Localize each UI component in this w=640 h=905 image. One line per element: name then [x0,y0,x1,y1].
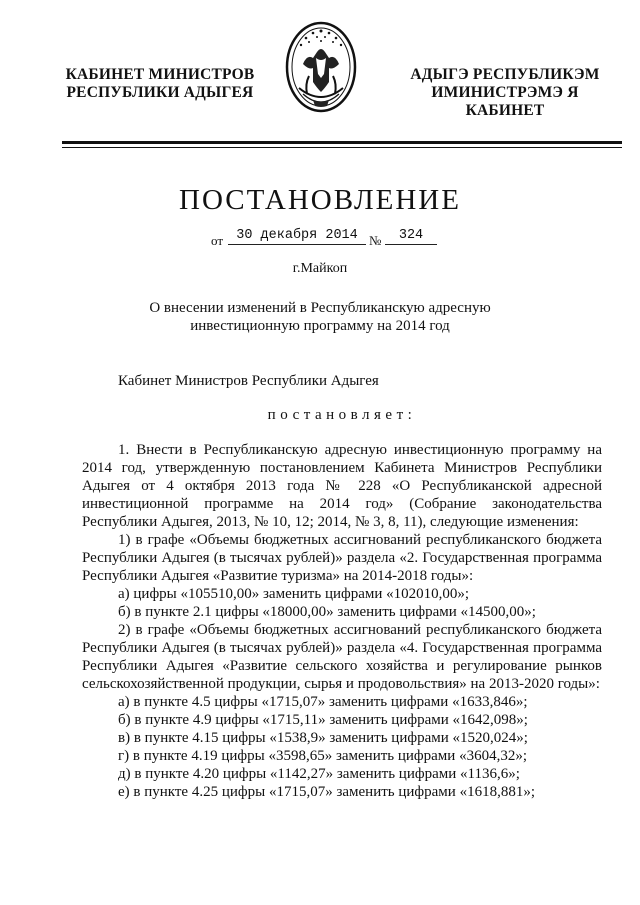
subject-line-2: инвестиционную программу на 2014 год [190,318,450,334]
document-date: 30 декабря 2014 [228,228,366,245]
list-item: а) в пункте 4.5 цифры «1715,07» заменить цифрами «1633,846»; [118,694,528,710]
date-number-line [0,228,640,250]
coat-of-arms-emblem-icon [283,18,359,120]
list-item: б) в пункте 4.9 цифры «1715,11» заменить цифрами «1642,098»; [118,712,528,728]
list-item: е) в пункте 4.25 цифры «1715,07» заменить цифрами «1618,881»; [118,784,535,800]
number-prefix: № [369,233,382,248]
document-body [82,372,602,801]
paragraph: 1. Внести в Республиканскую адресную инвестиционную программу на 2014 год, утвержденную постановлением Кабинета Министров Республики Адыгея от 4 октября 2013 года № 228 «О Республиканской адресной инвестиционной программе на 2014 год» (Собрание законодательства Республики Адыгея, 2013, № 10, 12; 2014, № 3, 8, 11), следующие изменения: [82,442,602,530]
issuer-line-2: РЕСПУБЛИКИ АДЫГЕЯ [66,84,254,101]
document-title: ПОСТАНОВЛЕНИЕ [179,184,461,216]
document-number: 324 [385,228,437,245]
list-item: в) в пункте 4.15 цифры «1538,9» заменить цифрами «1520,024»; [118,730,528,746]
issuer-line-2: ИМИНИСТРЭМЭ Я КАБИНЕТ [431,84,579,119]
issuer-line-1: КАБИНЕТ МИНИСТРОВ [65,66,255,83]
city: г.Майкоп [292,261,348,276]
list-item: г) в пункте 4.19 цифры «3598,65» заменить цифрами «3604,32»; [118,748,527,764]
date-prefix: от [211,233,224,248]
document-subject [0,299,640,335]
paragraph: 2) в графе «Объемы бюджетных ассигнований республиканского бюджета Республики Адыгея (в тысячах рублей)» раздела «4. Государственная программа Республики Адыгея «Развитие сельского хозяйства и регулирование рынков сельскохозяйственной продукции, сырья и продовольствия» на 2013-2020 годы»: [82,622,602,692]
subject-line-1: О внесении изменений в Республиканскую адресную [149,300,491,316]
issuer-line-1: АДЫГЭ РЕСПУБЛИКЭМ [410,66,600,83]
issuer-name-adyghe [390,66,620,120]
header-divider-thick [62,141,622,144]
issuer-name-russian [60,66,260,102]
list-item: а) цифры «105510,00» заменить цифрами «102010,00»; [118,586,470,602]
list-item: д) в пункте 4.20 цифры «1142,27» заменить цифрами «1136,6»; [118,766,520,782]
body-intro: Кабинет Министров Республики Адыгея [118,373,379,389]
paragraph: 1) в графе «Объемы бюджетных ассигнований республиканского бюджета Республики Адыгея (в тысячах рублей)» раздела «2. Государственная программа Республики Адыгея «Развитие туризма» на 2014-2018 годы»: [82,532,602,584]
body-resolves: постановляет: [267,407,417,423]
list-item: б) в пункте 2.1 цифры «18000,00» заменить цифрами «14500,00»; [118,604,536,620]
header-divider-thin [62,147,622,148]
